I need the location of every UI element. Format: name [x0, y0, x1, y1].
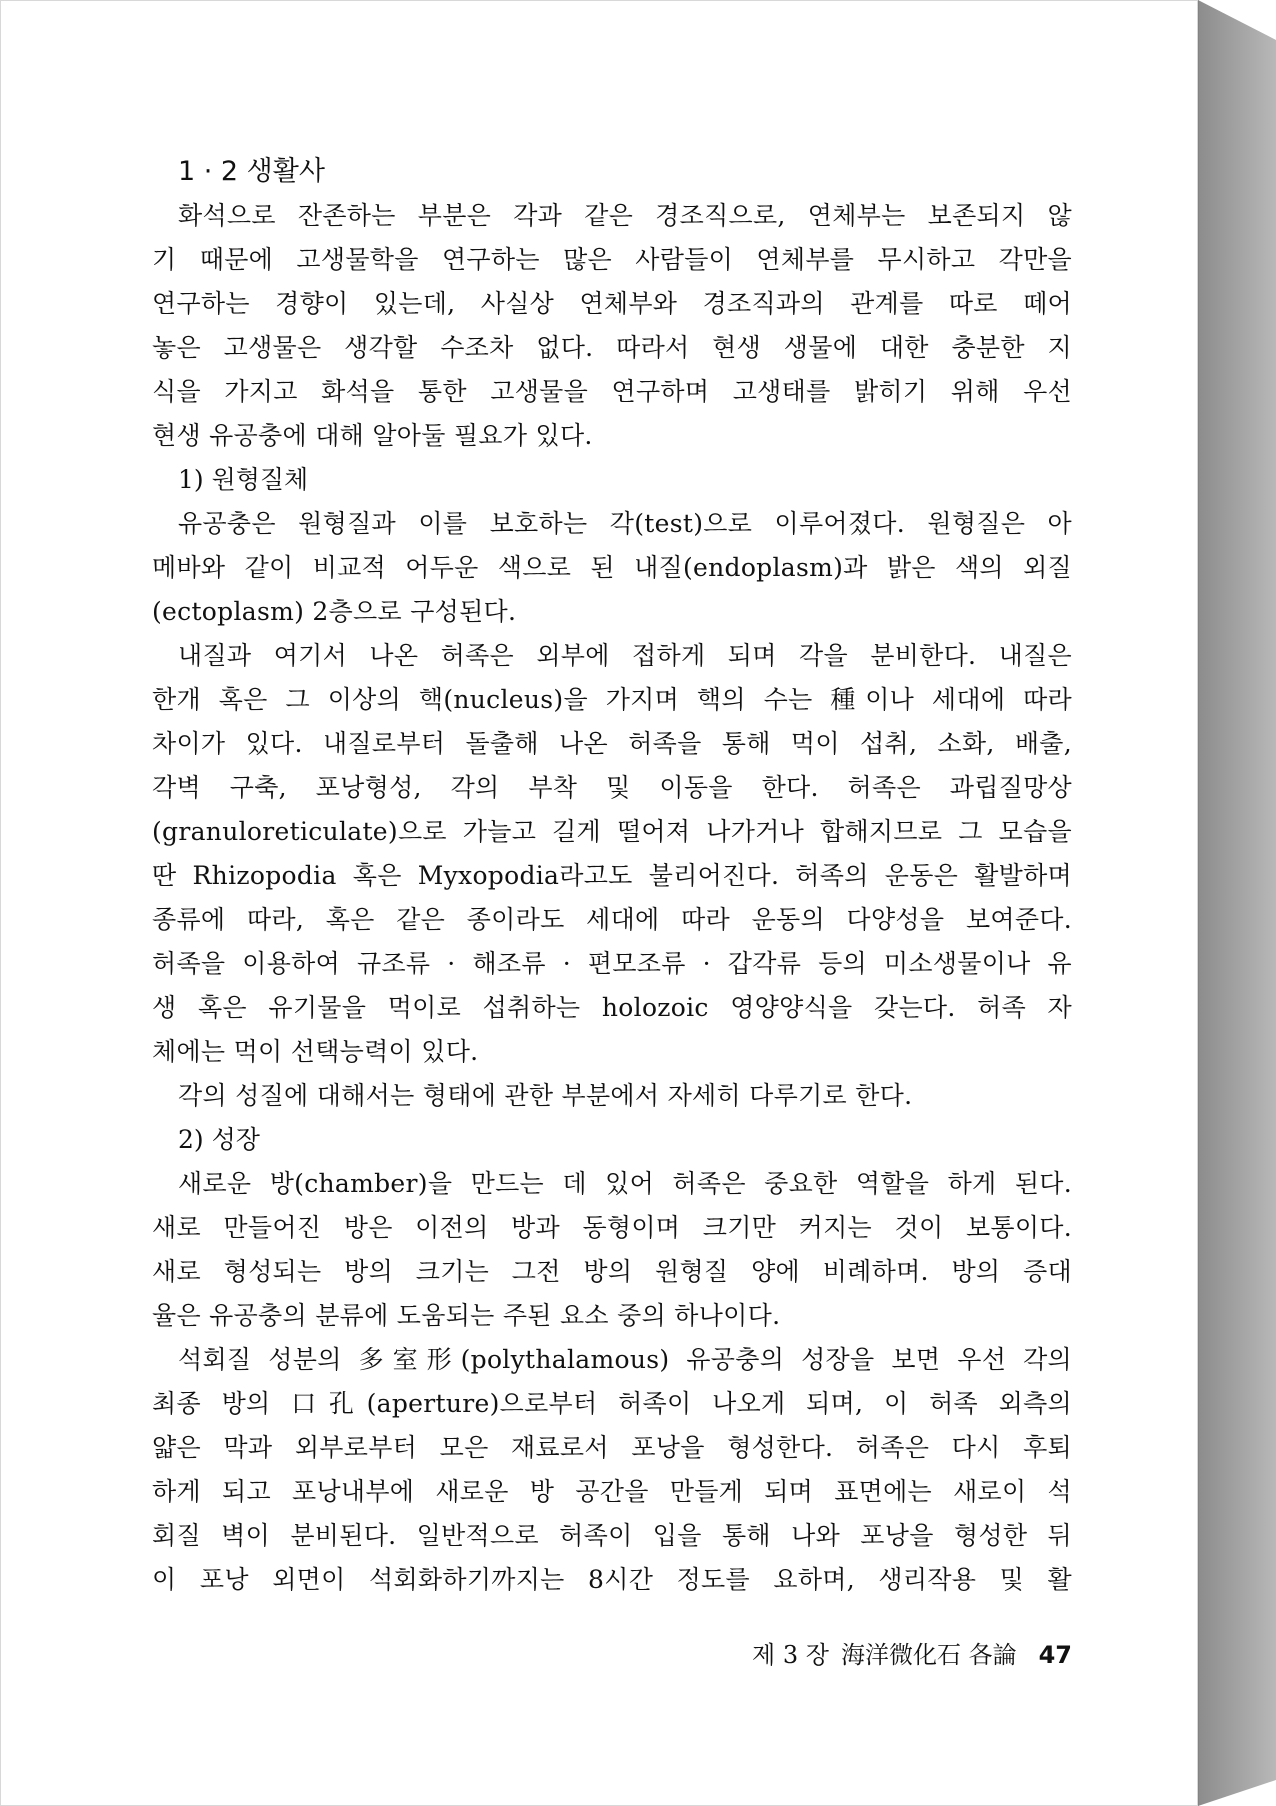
text-line: 얇은 막과 외부로부터 모은 재료로서 포낭을 형성한다. 허족은 다시 후퇴 — [152, 1433, 1072, 1462]
page-footer — [700, 1635, 1072, 1675]
text-line: 화석으로 잔존하는 부분은 각과 같은 경조직으로, 연체부는 보존되지 않 — [178, 201, 1072, 230]
text-line: 차이가 있다. 내질로부터 돌출해 나온 허족을 통해 먹이 섭취, 소화, 배출, — [152, 729, 1072, 758]
text-line: 회질 벽이 분비된다. 일반적으로 허족이 입을 통해 나와 포낭을 형성한 뒤 — [152, 1521, 1072, 1550]
paragraph-3 — [152, 634, 1072, 1074]
subsection-heading-protoplasm: 1) 원형질체 — [178, 465, 309, 494]
text-line: 하게 되고 포낭내부에 새로운 방 공간을 만들게 되며 표면에는 새로이 석 — [152, 1477, 1072, 1506]
text-line: 각의 성질에 대해서는 형태에 관한 부분에서 자세히 다루기로 한다. — [178, 1081, 913, 1110]
paragraph-5 — [152, 1162, 1072, 1338]
text-line: 새로운 방(chamber)을 만드는 데 있어 허족은 중요한 역할을 하게 된다. — [178, 1169, 1072, 1198]
text-line: 생 혹은 유기물을 먹이로 섭취하는 holozoic 영양양식을 갖는다. 허족 자 — [152, 993, 1072, 1022]
text-line: 종류에 따라, 혹은 같은 종이라도 세대에 따라 운동의 다양성을 보여준다. — [152, 905, 1072, 934]
text-line: 놓은 고생물은 생각할 수조차 없다. 따라서 현생 생물에 대한 충분한 지 — [152, 333, 1072, 362]
text-line: 각벽 구축, 포낭형성, 각의 부착 및 이동을 한다. 허족은 과립질망상 — [152, 773, 1072, 802]
paragraph-6 — [152, 1338, 1072, 1602]
paragraph-1 — [152, 194, 1072, 458]
footer-chapter: 제 3 장 — [752, 1641, 829, 1669]
text-line: 연구하는 경향이 있는데, 사실상 연체부와 경조직과의 관계를 따로 떼어 — [152, 289, 1072, 318]
text-line: (granuloreticulate)으로 가늘고 길게 떨어져 나가거나 합해지므로 그 모습을 — [152, 817, 1072, 846]
paragraph-4 — [152, 1074, 1072, 1118]
text-line: 기 때문에 고생물학을 연구하는 많은 사람들이 연체부를 무시하고 각만을 — [152, 245, 1072, 274]
text-line: 식을 가지고 화석을 통한 고생물을 연구하며 고생태를 밝히기 위해 우선 — [152, 377, 1072, 406]
text-line: 메바와 같이 비교적 어두운 색으로 된 내질(endoplasm)과 밝은 색의 외질 — [152, 553, 1072, 582]
text-line: 새로 만들어진 방은 이전의 방과 동형이며 크기만 커지는 것이 보통이다. — [152, 1213, 1072, 1242]
text-line: (ectoplasm) 2층으로 구성된다. — [152, 597, 517, 626]
text-line: 한개 혹은 그 이상의 핵(nucleus)을 가지며 핵의 수는 種이나 세대에 따라 — [152, 685, 1072, 714]
footer-title: 海洋微化石 各論 — [840, 1641, 1017, 1669]
paragraph-2 — [152, 502, 1072, 634]
book-edge-shadow — [1198, 0, 1276, 1806]
text-line: 이 포낭 외면이 석회화하기까지는 8시간 정도를 요하며, 생리작용 및 활 — [152, 1565, 1072, 1594]
text-line: 새로 형성되는 방의 크기는 그전 방의 원형질 양에 비례하며. 방의 증대 — [152, 1257, 1072, 1286]
page-content — [152, 150, 1072, 1602]
text-line: 현생 유공충에 대해 알아둘 필요가 있다. — [152, 421, 593, 450]
text-line: 딴 Rhizopodia 혹은 Myxopodia라고도 불리어진다. 허족의 운동은 활발하며 — [152, 861, 1072, 890]
subsection-heading-growth: 2) 성장 — [178, 1125, 260, 1154]
text-line: 유공충은 원형질과 이를 보호하는 각(test)으로 이루어졌다. 원형질은 아 — [178, 509, 1072, 538]
text-line: 허족을 이용하여 규조류 · 해조류 · 편모조류 · 갑각류 등의 미소생물이나 유 — [152, 949, 1072, 978]
section-heading: 1 · 2 생활사 — [178, 156, 325, 187]
text-line: 내질과 여기서 나온 허족은 외부에 접하게 되며 각을 분비한다. 내질은 — [178, 641, 1072, 670]
text-line: 율은 유공충의 분류에 도움되는 주된 요소 중의 하나이다. — [152, 1301, 781, 1330]
text-line: 최종 방의 口孔(aperture)으로부터 허족이 나오게 되며, 이 허족 외측의 — [152, 1389, 1072, 1418]
text-line: 석회질 성분의 多室形(polythalamous) 유공충의 성장을 보면 우선 각의 — [178, 1345, 1072, 1374]
page-number: 47 — [1038, 1641, 1072, 1669]
text-line: 체에는 먹이 선택능력이 있다. — [152, 1037, 479, 1066]
